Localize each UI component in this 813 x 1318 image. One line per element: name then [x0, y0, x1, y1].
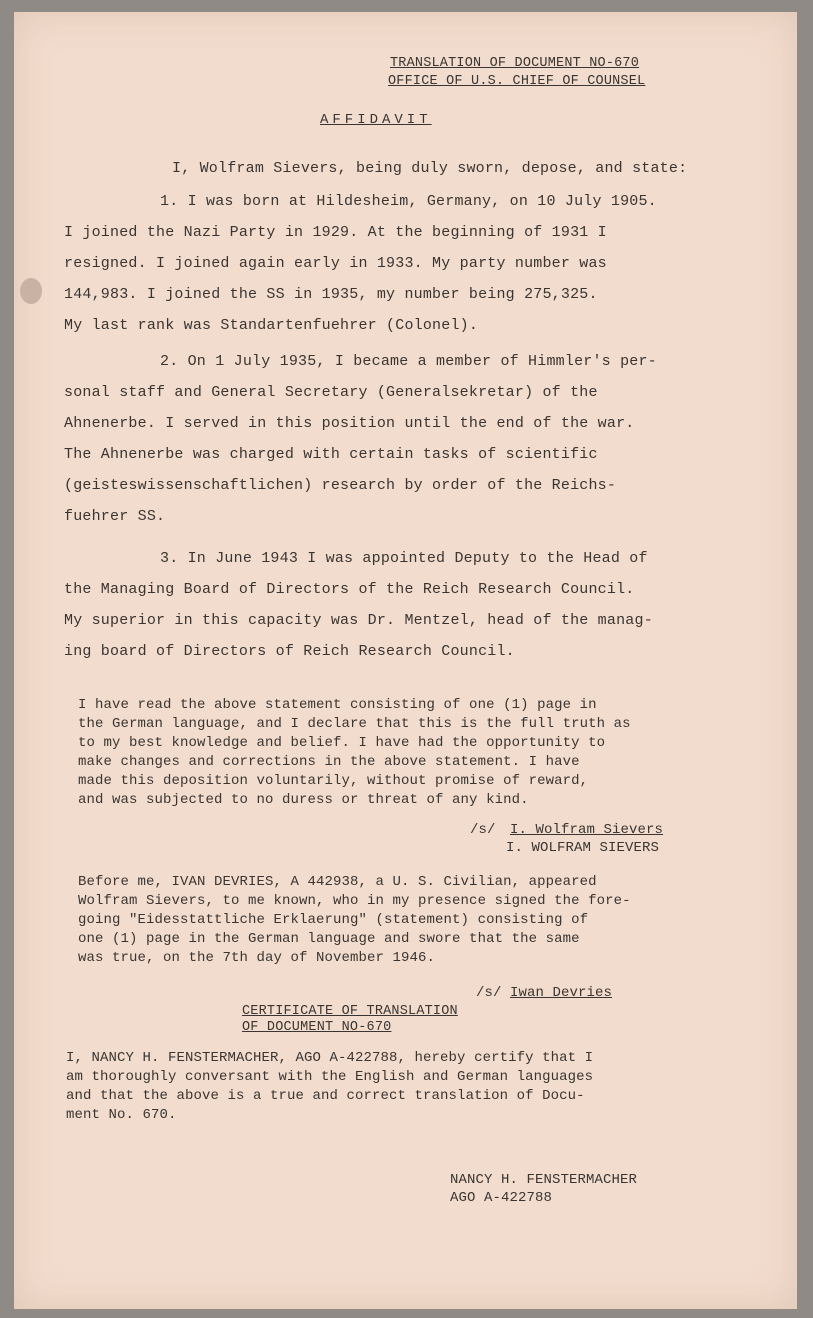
paragraph-1-line: My last rank was Standartenfuehrer (Colonel).	[64, 317, 479, 334]
paragraph-2-line: fuehrer SS.	[64, 508, 166, 525]
signature-prefix: /s/	[476, 985, 502, 1001]
intro-line: I, Wolfram Sievers, being duly sworn, depose, and state:	[172, 160, 688, 177]
translator-ago: AGO A-422788	[450, 1190, 553, 1206]
paragraph-1-line: 144,983. I joined the SS in 1935, my number being 275,325.	[64, 286, 598, 303]
translator-name: NANCY H. FENSTERMACHER	[450, 1172, 638, 1188]
paragraph-2-line: (geisteswissenschaftlichen) research by order of the Reichs-	[64, 477, 617, 494]
certificate-line: am thoroughly conversant with the English and German languages	[66, 1069, 594, 1085]
punch-hole	[20, 278, 42, 304]
paragraph-1-line: 1. I was born at Hildesheim, Germany, on 10 July 1905.	[160, 193, 657, 210]
statement-line: the German language, and I declare that this is the full truth as	[78, 716, 631, 732]
jurat-line: was true, on the 7th day of November 1946.	[78, 950, 436, 966]
signature-devries: Iwan Devries	[510, 985, 613, 1001]
signature-prefix: /s/	[470, 822, 496, 838]
paragraph-2-line: 2. On 1 July 1935, I became a member of Himmler's per-	[160, 353, 657, 370]
certificate-line: and that the above is a true and correct translation of Docu-	[66, 1088, 585, 1104]
jurat-line: going "Eidesstattliche Erklaerung" (statement) consisting of	[78, 912, 589, 928]
typed-name-sievers: I. WOLFRAM SIEVERS	[506, 840, 660, 856]
document-page	[14, 12, 797, 1309]
statement-line: I have read the above statement consisting of one (1) page in	[78, 697, 597, 713]
paragraph-3-line: ing board of Directors of Reich Research Council.	[64, 643, 515, 660]
signature-sievers: I. Wolfram Sievers	[510, 822, 664, 838]
jurat-line: Wolfram Sievers, to me known, who in my presence signed the fore-	[78, 893, 631, 909]
statement-line: and was subjected to no duress or threat of any kind.	[78, 792, 529, 808]
statement-line: to my best knowledge and belief. I have had the opportunity to	[78, 735, 606, 751]
paragraph-3-line: 3. In June 1943 I was appointed Deputy to the Head of	[160, 550, 648, 567]
statement-line: make changes and corrections in the above statement. I have	[78, 754, 580, 770]
paragraph-3-line: the Managing Board of Directors of the Reich Research Council.	[64, 581, 635, 598]
page-title: AFFIDAVIT	[320, 112, 432, 128]
paragraph-1-line: I joined the Nazi Party in 1929. At the beginning of 1931 I	[64, 224, 607, 241]
paragraph-2-line: The Ahnenerbe was charged with certain tasks of scientific	[64, 446, 598, 463]
header-document-number: TRANSLATION OF DOCUMENT NO-670	[390, 56, 640, 71]
jurat-line: one (1) page in the German language and swore that the same	[78, 931, 580, 947]
paragraph-1-line: resigned. I joined again early in 1933. My party number was	[64, 255, 607, 272]
jurat-line: Before me, IVAN DEVRIES, A 442938, a U. S. Civilian, appeared	[78, 874, 597, 890]
paragraph-2-line: Ahnenerbe. I served in this position until the end of the war.	[64, 415, 635, 432]
certificate-subtitle: OF DOCUMENT NO-670	[242, 1020, 392, 1035]
certificate-title: CERTIFICATE OF TRANSLATION	[242, 1004, 458, 1019]
paragraph-3-line: My superior in this capacity was Dr. Mentzel, head of the manag-	[64, 612, 653, 629]
certificate-line: ment No. 670.	[66, 1107, 177, 1123]
certificate-line: I, NANCY H. FENSTERMACHER, AGO A-422788, hereby certify that I	[66, 1050, 594, 1066]
statement-line: made this deposition voluntarily, without promise of reward,	[78, 773, 589, 789]
paragraph-2-line: sonal staff and General Secretary (Generalsekretar) of the	[64, 384, 598, 401]
header-office: OFFICE OF U.S. CHIEF OF COUNSEL	[388, 74, 646, 89]
